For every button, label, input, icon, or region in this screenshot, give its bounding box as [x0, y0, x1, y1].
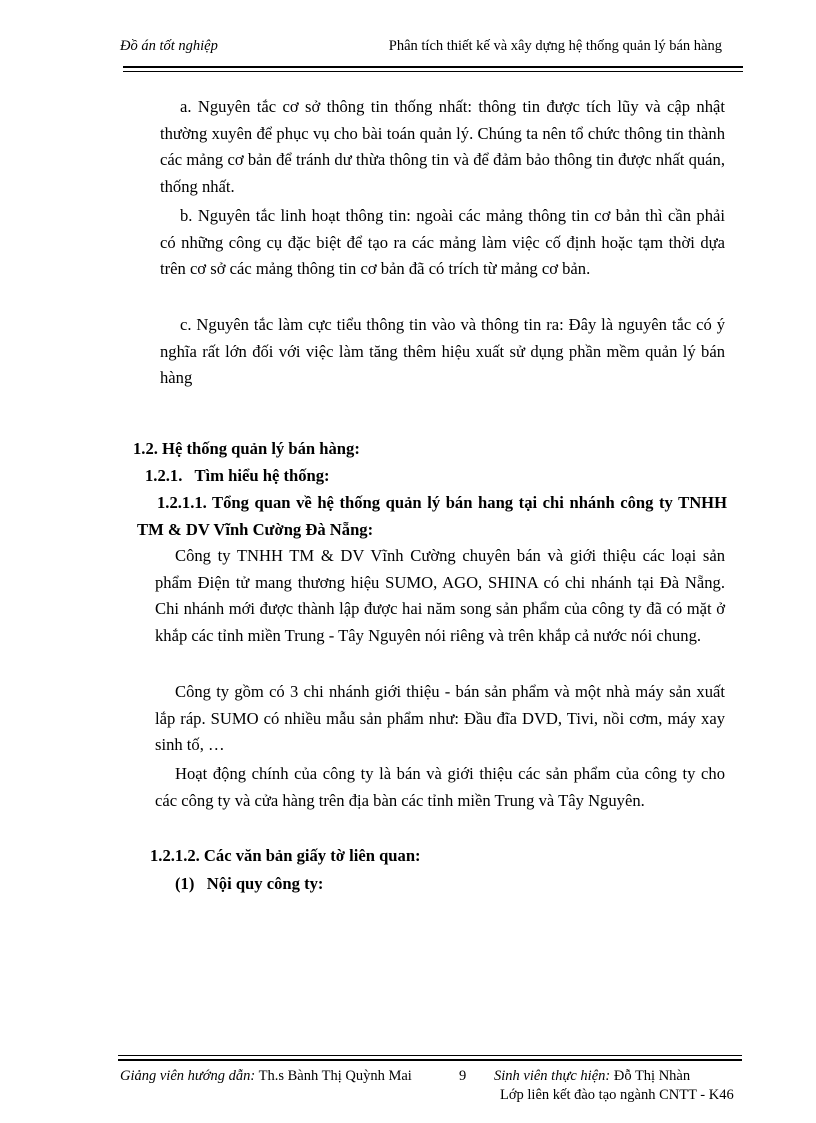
paragraph-company-branches: Công ty gồm có 3 chi nhánh giới thiệu - bán sản phẩm và một nhà máy sản xuất lắp ráp. SUMO có nhiều mẫu sản phẩm như: Đầu đĩa DVD, Tivi, nồi cơm, máy xay sinh tố, …	[155, 682, 725, 754]
paragraph-company-intro: Công ty TNHH TM & DV Vĩnh Cường chuyên bán và giới thiệu các loại sản phẩm Điện tử mang thương hiệu SUMO, AGO, SHINA có chi nhánh tại Đà Nẵng. Chi nhánh mới được thành lập được hai năm song sản phẩm của công ty đã có mặt ở khắp các tỉnh miền Trung - Tây Nguyên nói riêng và trên khắp cả nước nói chung.	[155, 546, 725, 645]
footer-advisor-name: Th.s Bành Thị Quỳnh Mai	[258, 1068, 412, 1084]
footer-rule-thick	[118, 1059, 742, 1061]
header-rule-thick	[123, 66, 743, 68]
footer-student	[494, 1068, 690, 1085]
paragraph-principle-a: a. Nguyên tắc cơ sở thông tin thống nhất: thông tin được tích lũy và cập nhật thường xuyên để phục vụ cho bài toán quản lý. Chúng ta nên tổ chức thông tin thành các mảng cơ bản để tránh dư thừa thông tin và để đảm bảo thông tin được nhất quán, thống nhất.	[160, 97, 725, 196]
footer-rule-thin	[118, 1055, 742, 1056]
footer-page-number: 9	[459, 1068, 467, 1084]
heading-1-2-1-2: 1.2.1.2. Các văn bản giấy tờ liên quan:	[150, 846, 421, 865]
footer-advisor	[120, 1068, 412, 1085]
heading-1-2: 1.2. Hệ thống quản lý bán hàng:	[133, 439, 360, 458]
heading-1-2-1-1: 1.2.1.1. Tổng quan về hệ thống quản lý bán hang tại chi nhánh công ty TNHH TM & DV Vĩnh Cường Đà Nẵng:	[137, 493, 727, 539]
paragraph-company-activity: Hoạt động chính của công ty là bán và giới thiệu các sản phẩm của công ty cho các công ty và cửa hàng trên địa bàn các tỉnh miền Trung và Tây Nguyên.	[155, 764, 725, 810]
paragraph-principle-c: c. Nguyên tắc làm cực tiểu thông tin vào và thông tin ra: Đây là nguyên tắc có ý nghĩa rất lớn đối với việc làm tăng thêm hiệu xuất sử dụng phần mềm quản lý bán hàng	[160, 315, 725, 387]
header-rule-thin	[123, 71, 743, 72]
heading-1-2-1: 1.2.1. Tìm hiểu hệ thống:	[145, 466, 330, 485]
paragraph-principle-b: b. Nguyên tắc linh hoạt thông tin: ngoài các mảng thông tin cơ bản thì cần phải có những công cụ đặc biệt để tạo ra các mảng làm việc cố định hoặc tạm thời dựa trên cơ sở các mảng thông tin cơ bản đã có trích từ mảng cơ bản.	[160, 206, 725, 278]
footer-advisor-label: Giảng viên hướng dẫn:	[120, 1068, 256, 1084]
header-right-title: Phân tích thiết kế và xây dựng hệ thống quản lý bán hàng	[388, 38, 722, 54]
page-header	[118, 38, 740, 60]
footer-student-label: Sinh viên thực hiện:	[494, 1068, 611, 1084]
footer-class-line: Lớp liên kết đào tạo ngành CNTT - K46	[500, 1087, 734, 1103]
header-left-title: Đồ án tốt nghiệp	[120, 38, 218, 54]
list-item-1: (1) Nội quy công ty:	[175, 874, 324, 893]
footer-student-name: Đỗ Thị Nhàn	[613, 1068, 691, 1084]
